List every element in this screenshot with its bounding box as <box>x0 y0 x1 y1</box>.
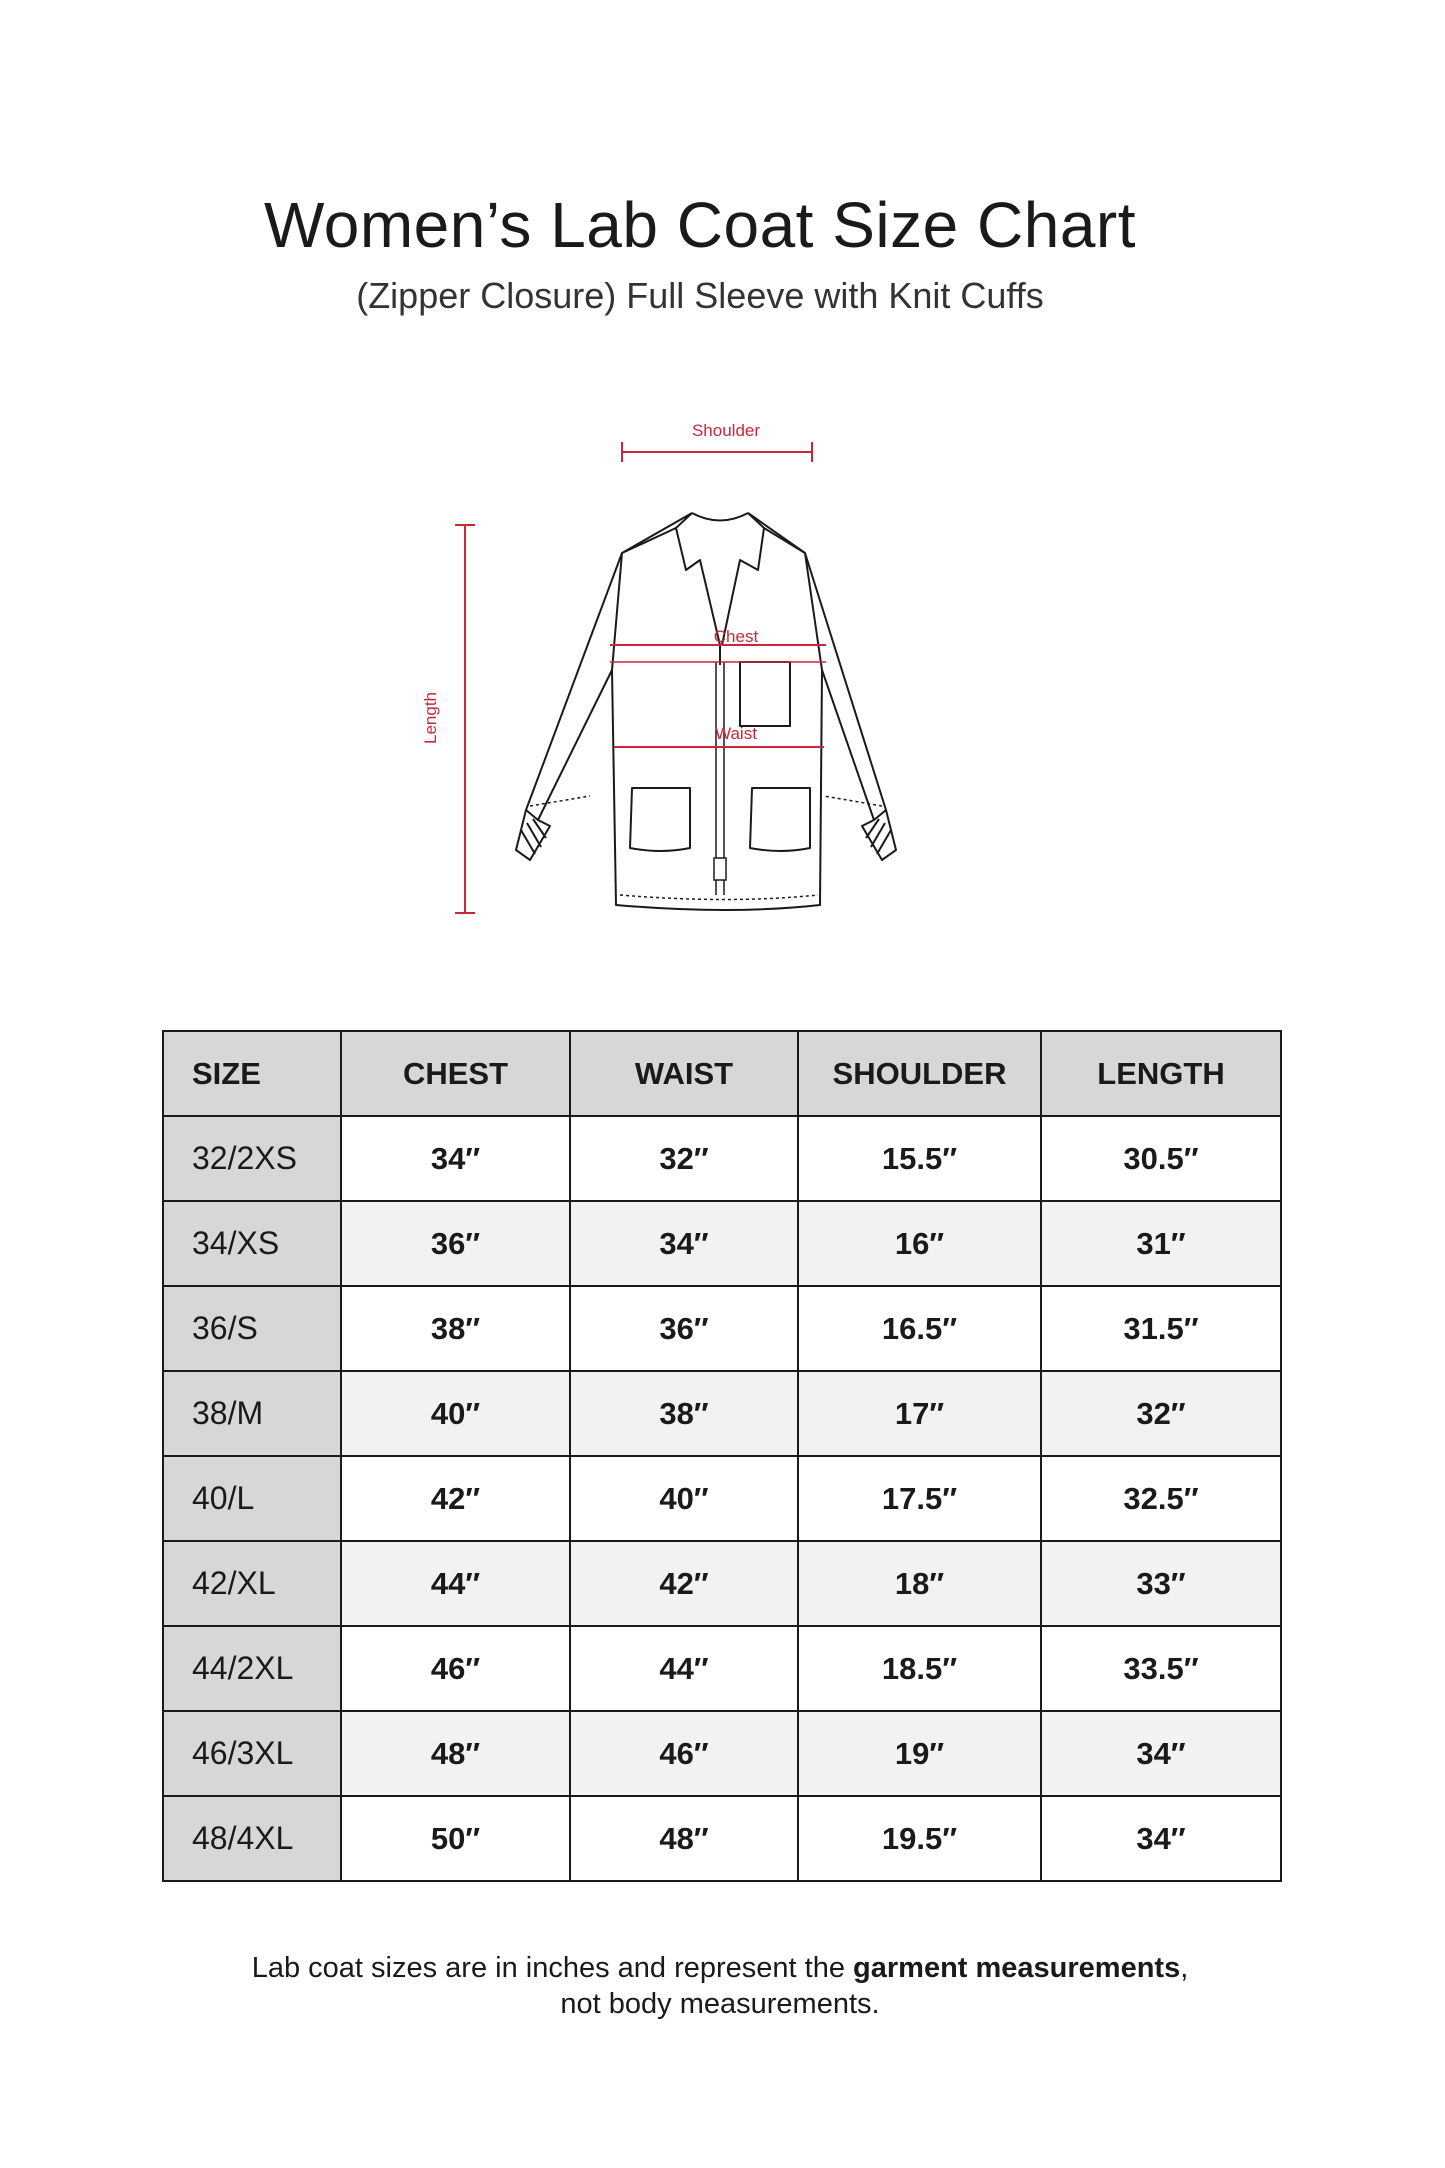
chest-cell: 46″ <box>341 1626 570 1711</box>
footer-note-emphasis: garment measurements <box>853 1952 1181 1984</box>
waist-cell: 42″ <box>570 1541 798 1626</box>
size-cell: 34/XS <box>163 1201 341 1286</box>
left-pocket <box>630 788 690 851</box>
chest-cell: 44″ <box>341 1541 570 1626</box>
table-row <box>163 1711 1281 1796</box>
waist-cell: 34″ <box>570 1201 798 1286</box>
chest-cell: 38″ <box>341 1286 570 1371</box>
table-row <box>163 1541 1281 1626</box>
shoulder-label: Shoulder <box>691 421 761 440</box>
table-row <box>163 1371 1281 1456</box>
right-pocket <box>750 788 810 851</box>
chest-cell: 48″ <box>341 1711 570 1796</box>
length-cell: 31″ <box>1041 1201 1281 1286</box>
shoulder-cell: 17.5″ <box>798 1456 1041 1541</box>
chest-label: Chest <box>713 627 759 646</box>
chest-cell: 40″ <box>341 1371 570 1456</box>
length-cell: 34″ <box>1041 1711 1281 1796</box>
footer-note-line2: not body measurements. <box>560 1988 880 2020</box>
size-cell: 42/XL <box>163 1541 341 1626</box>
table-row <box>163 1796 1281 1881</box>
waist-cell: 44″ <box>570 1626 798 1711</box>
shoulder-cell: 19.5″ <box>798 1796 1041 1881</box>
waist-cell: 32″ <box>570 1116 798 1201</box>
waist-measure <box>614 724 824 747</box>
header-shoulder: SHOULDER <box>798 1031 1041 1116</box>
breast-pocket <box>740 662 790 726</box>
size-cell: 46/3XL <box>163 1711 341 1796</box>
waist-cell: 40″ <box>570 1456 798 1541</box>
shoulder-cell: 17″ <box>798 1371 1041 1456</box>
shoulder-cell: 19″ <box>798 1711 1041 1796</box>
shoulder-cell: 18″ <box>798 1541 1041 1626</box>
length-cell: 32.5″ <box>1041 1456 1281 1541</box>
table-row <box>163 1286 1281 1371</box>
shoulder-measure <box>622 421 812 462</box>
size-cell: 38/M <box>163 1371 341 1456</box>
lab-coat-diagram <box>400 410 960 930</box>
length-cell: 33.5″ <box>1041 1626 1281 1711</box>
coat-outline <box>516 513 896 910</box>
size-cell: 36/S <box>163 1286 341 1371</box>
table-row <box>163 1626 1281 1711</box>
size-cell: 40/L <box>163 1456 341 1541</box>
size-chart-table <box>162 1030 1282 1882</box>
header-chest: CHEST <box>341 1031 570 1116</box>
length-label: Length <box>421 692 440 744</box>
length-cell: 31.5″ <box>1041 1286 1281 1371</box>
length-cell: 32″ <box>1041 1371 1281 1456</box>
page-subtitle: (Zipper Closure) Full Sleeve with Knit Cuffs <box>356 275 1044 316</box>
left-cuff <box>516 810 550 860</box>
waist-label: Waist <box>715 724 757 743</box>
waist-cell: 38″ <box>570 1371 798 1456</box>
size-cell: 48/4XL <box>163 1796 341 1881</box>
table-row <box>163 1116 1281 1201</box>
chest-measure <box>610 627 826 662</box>
length-cell: 34″ <box>1041 1796 1281 1881</box>
size-cell: 44/2XL <box>163 1626 341 1711</box>
table-row <box>163 1201 1281 1286</box>
page-title: Women’s Lab Coat Size Chart <box>264 189 1136 261</box>
chest-cell: 42″ <box>341 1456 570 1541</box>
header-size: SIZE <box>163 1031 341 1116</box>
shoulder-cell: 15.5″ <box>798 1116 1041 1201</box>
waist-cell: 36″ <box>570 1286 798 1371</box>
header-length: LENGTH <box>1041 1031 1281 1116</box>
right-cuff <box>862 810 896 860</box>
waist-cell: 46″ <box>570 1711 798 1796</box>
footer-note-text: Lab coat sizes are in inches and represent the <box>251 1952 854 1984</box>
header-waist: WAIST <box>570 1031 798 1116</box>
zipper <box>714 662 726 895</box>
footer-note <box>0 1950 1440 2022</box>
shoulder-cell: 18.5″ <box>798 1626 1041 1711</box>
length-measure <box>421 525 475 913</box>
length-cell: 30.5″ <box>1041 1116 1281 1201</box>
chest-cell: 36″ <box>341 1201 570 1286</box>
table-header-row <box>163 1031 1281 1116</box>
chest-cell: 34″ <box>341 1116 570 1201</box>
shoulder-cell: 16″ <box>798 1201 1041 1286</box>
waist-cell: 48″ <box>570 1796 798 1881</box>
chest-cell: 50″ <box>341 1796 570 1881</box>
footer-note-comma: , <box>1180 1952 1189 1984</box>
table-row <box>163 1456 1281 1541</box>
size-cell: 32/2XS <box>163 1116 341 1201</box>
shoulder-cell: 16.5″ <box>798 1286 1041 1371</box>
length-cell: 33″ <box>1041 1541 1281 1626</box>
